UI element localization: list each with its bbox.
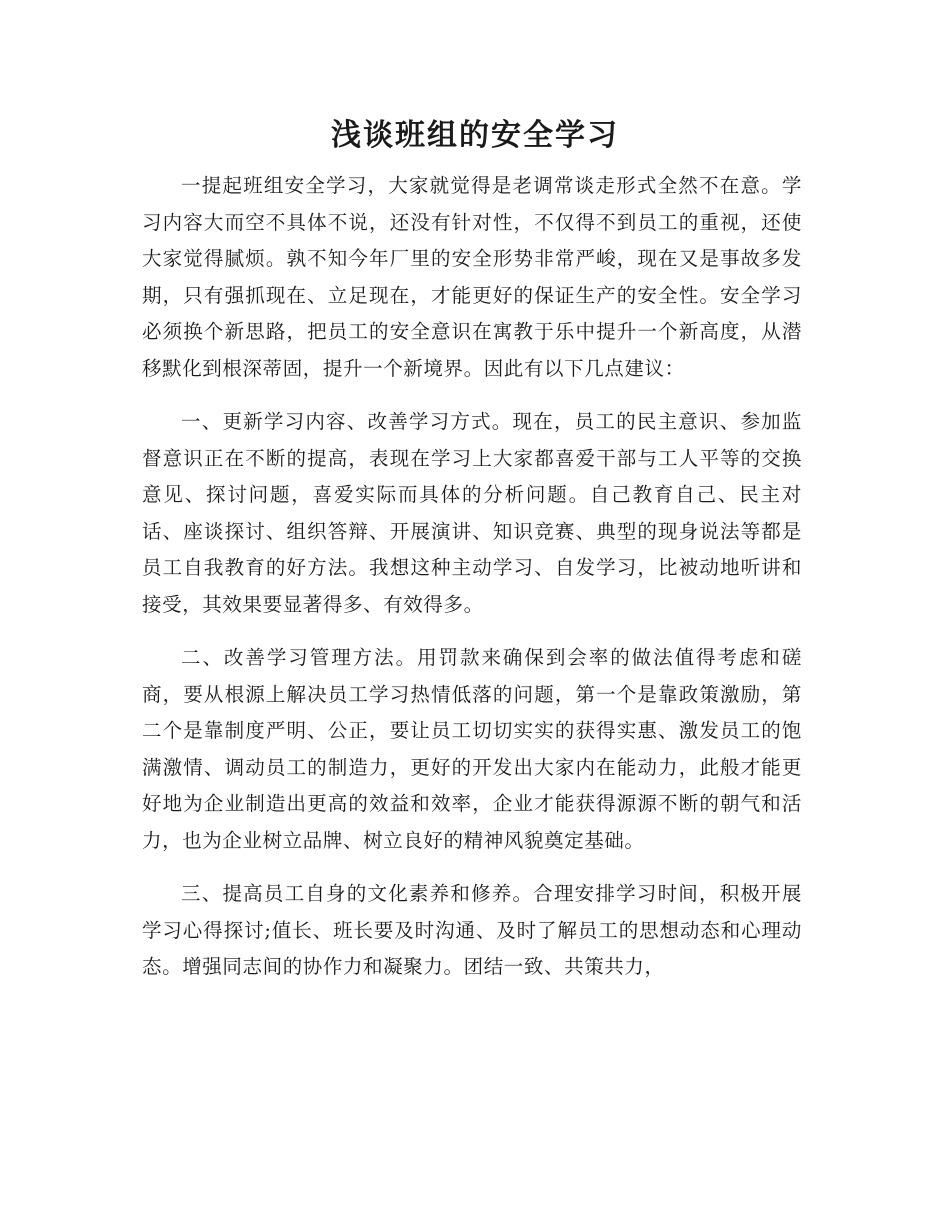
paragraph-point-1: 一、更新学习内容、改善学习方式。现在，员工的民主意识、参加监督意识正在不断的提高，表现在学习上大家都喜爱干部与工人平等的交换意见、探讨问题，喜爱实际而具体的分析问题。自己教育自己、民主对话、座谈探讨、组织答辩、开展演讲、知识竞赛、典型的现身说法等都是员工自我教育的好方法。我想这种主动学习、自发学习，比被动地听讲和接受，其效果要显著得多、有效得多。	[142, 410, 802, 616]
paragraph-intro: 一提起班组安全学习，大家就觉得是老调常谈走形式全然不在意。学习内容大而空不具体不说，还没有针对性，不仅得不到员工的重视，还使大家觉得腻烦。孰不知今年厂里的安全形势非常严峻，现在又是事故多发期，只有强抓现在、立足现在，才能更好的保证生产的安全性。安全学习必须换个新思路，把员工的安全意识在寓教于乐中提升一个新高度，从潜移默化到根深蒂固，提升一个新境界。因此有以下几点建议：	[142, 174, 802, 380]
document-body	[142, 168, 802, 1003]
paragraph-point-3: 三、提高员工自身的文化素养和修养。合理安排学习时间，积极开展学习心得探讨;值长、班长要及时沟通、及时了解员工的思想动态和心理动态。增强同志间的协作力和凝聚力。团结一致、共策共力，	[142, 882, 802, 978]
document-title: 浅谈班组的安全学习	[331, 118, 619, 153]
paragraph-point-2: 二、改善学习管理方法。用罚款来确保到会率的做法值得考虑和磋商，要从根源上解决员工学习热情低落的问题，第一个是靠政策激励，第二个是靠制度严明、公正，要让员工切切实实的获得实惠、激发员工的饱满激情、调动员工的制造力，更好的开发出大家内在能动力，此般才能更好地为企业制造出更高的效益和效率，企业才能获得源源不断的朝气和活力，也为企业树立品牌、树立良好的精神风貌奠定基础。	[142, 646, 802, 852]
